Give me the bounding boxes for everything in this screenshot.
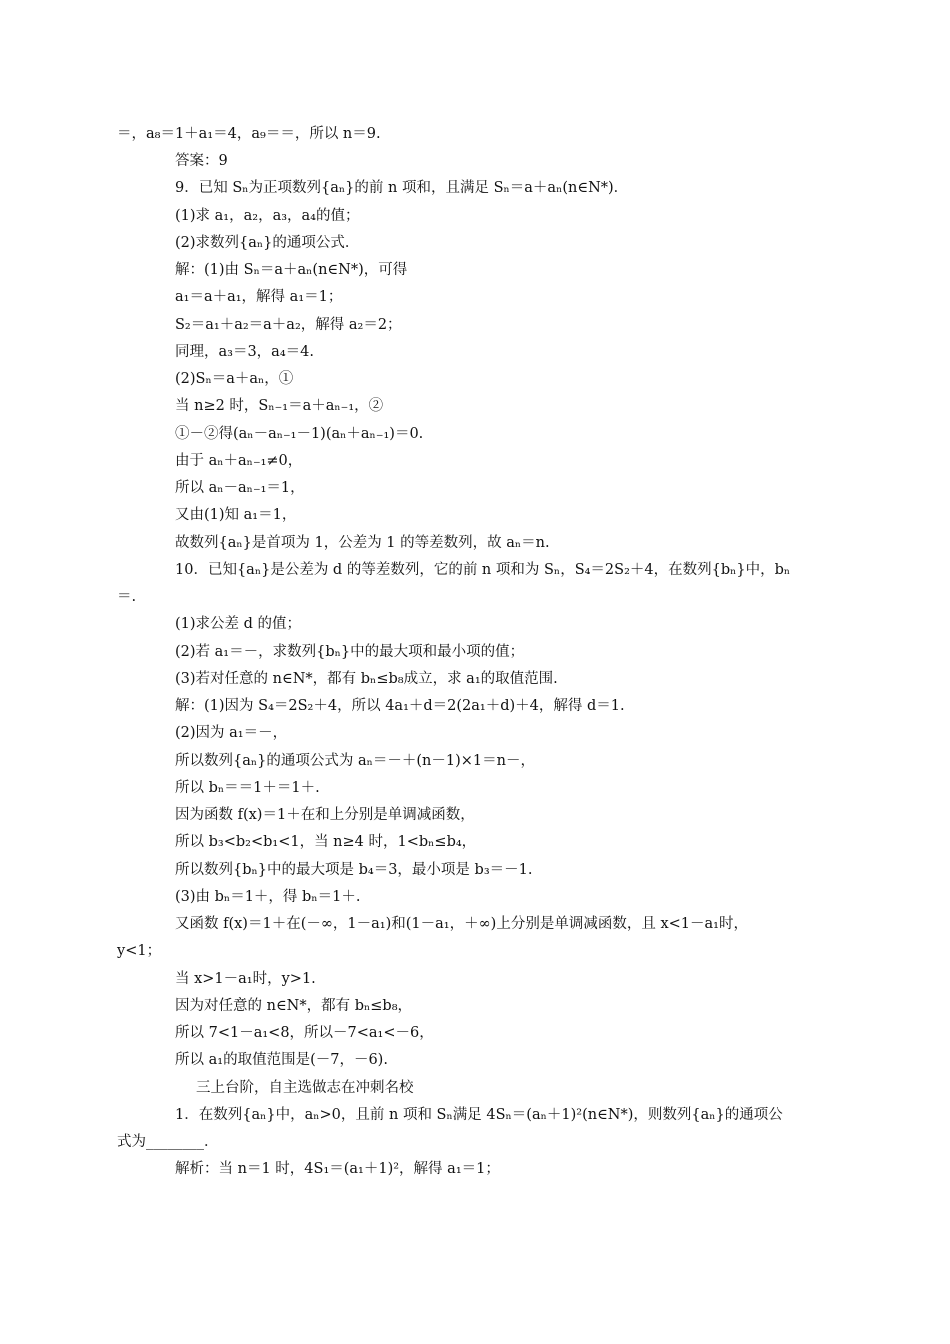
text-line: 解：(1)由 Sₙ＝a＋aₙ(n∈N*)，可得 <box>175 262 408 278</box>
text-line: (1)求公差 d 的值； <box>175 616 302 632</box>
text-line: 所以数列{bₙ}中的最大项是 b₄＝3，最小项是 b₃＝－1. <box>175 862 533 878</box>
text-line: 所以 aₙ－aₙ₋₁＝1， <box>175 480 305 496</box>
text-line: 故数列{aₙ}是首项为 1，公差为 1 的等差数列，故 aₙ＝n. <box>175 535 550 551</box>
text-line: 所以 a₁的取值范围是(－7，－6). <box>175 1052 388 1068</box>
text-line: 10．已知{aₙ}是公差为 d 的等差数列，它的前 n 项和为 Sₙ，S₄＝2S₂＋4，在数列{bₙ}中，bₙ <box>175 562 791 578</box>
text-line: 解析：当 n＝1 时，4S₁＝(a₁＋1)²，解得 a₁＝1； <box>175 1161 500 1177</box>
text-line: 所以数列{aₙ}的通项公式为 aₙ＝－＋(n－1)×1＝n－， <box>175 753 535 769</box>
text-line: (3)若对任意的 n∈N*，都有 bₙ≤b₈成立，求 a₁的取值范围. <box>175 671 558 687</box>
text-line: 所以 7<1－a₁<8，所以－7<a₁<－6， <box>175 1025 434 1041</box>
text-line: 答案：9 <box>175 153 228 169</box>
text-line: (1)求 a₁，a₂，a₃，a₄的值； <box>175 208 360 224</box>
text-line: 又由(1)知 a₁＝1， <box>175 507 297 523</box>
text-line: y<1； <box>117 943 162 959</box>
text-line: (2)Sₙ＝a＋aₙ，① <box>175 371 294 387</box>
text-line: 式为________． <box>117 1134 219 1150</box>
text-line: S₂＝a₁＋a₂＝a＋a₂，解得 a₂＝2； <box>175 317 402 333</box>
text-line: 由于 aₙ＋aₙ₋₁≠0， <box>175 453 303 469</box>
text-line: a₁＝a＋a₁，解得 a₁＝1； <box>175 289 343 305</box>
text-line: ＝，a₈＝1＋a₁＝4，a₉＝＝，所以 n＝9. <box>117 126 381 142</box>
text-line: ＝. <box>117 589 137 605</box>
text-line: 9．已知 Sₙ为正项数列{aₙ}的前 n 项和，且满足 Sₙ＝a＋aₙ(n∈N*)． <box>175 180 629 196</box>
text-line: 解：(1)因为 S₄＝2S₂＋4，所以 4a₁＋d＝2(2a₁＋d)＋4，解得 d＝1. <box>175 698 625 714</box>
text-line: 因为函数 f(x)＝1＋在和上分别是单调减函数， <box>175 807 475 823</box>
text-line: (3)由 bₙ＝1＋，得 bₙ＝1＋. <box>175 889 361 905</box>
text-line: (2)因为 a₁＝－， <box>175 725 288 741</box>
text-line: 又函数 f(x)＝1＋在(－∞，1－a₁)和(1－a₁，＋∞)上分别是单调减函数，且 x<1－a₁时， <box>175 916 748 932</box>
text-line: 所以 bₙ＝＝1＋＝1＋. <box>175 780 320 796</box>
text-line: ①－②得(aₙ－aₙ₋₁－1)(aₙ＋aₙ₋₁)＝0. <box>175 426 424 442</box>
text-line: 当 n≥2 时，Sₙ₋₁＝a＋aₙ₋₁，② <box>175 398 384 414</box>
text-line: 同理，a₃＝3，a₄＝4. <box>175 344 314 360</box>
text-line: 1．在数列{aₙ}中，aₙ>0，且前 n 项和 Sₙ满足 4Sₙ＝(aₙ＋1)²(n∈N*)，则数列{aₙ}的通项公 <box>175 1107 783 1123</box>
text-line: (2)求数列{aₙ}的通项公式． <box>175 235 360 251</box>
section-heading: 三上台阶，自主选做志在冲刺名校 <box>196 1080 414 1096</box>
text-line: 所以 b₃<b₂<b₁<1，当 n≥4 时，1<bₙ≤b₄， <box>175 834 477 850</box>
text-line: 因为对任意的 n∈N*，都有 bₙ≤b₈， <box>175 998 413 1014</box>
text-line: (2)若 a₁＝－，求数列{bₙ}中的最大项和最小项的值； <box>175 644 525 660</box>
text-line: 当 x>1－a₁时，y>1. <box>175 971 316 987</box>
